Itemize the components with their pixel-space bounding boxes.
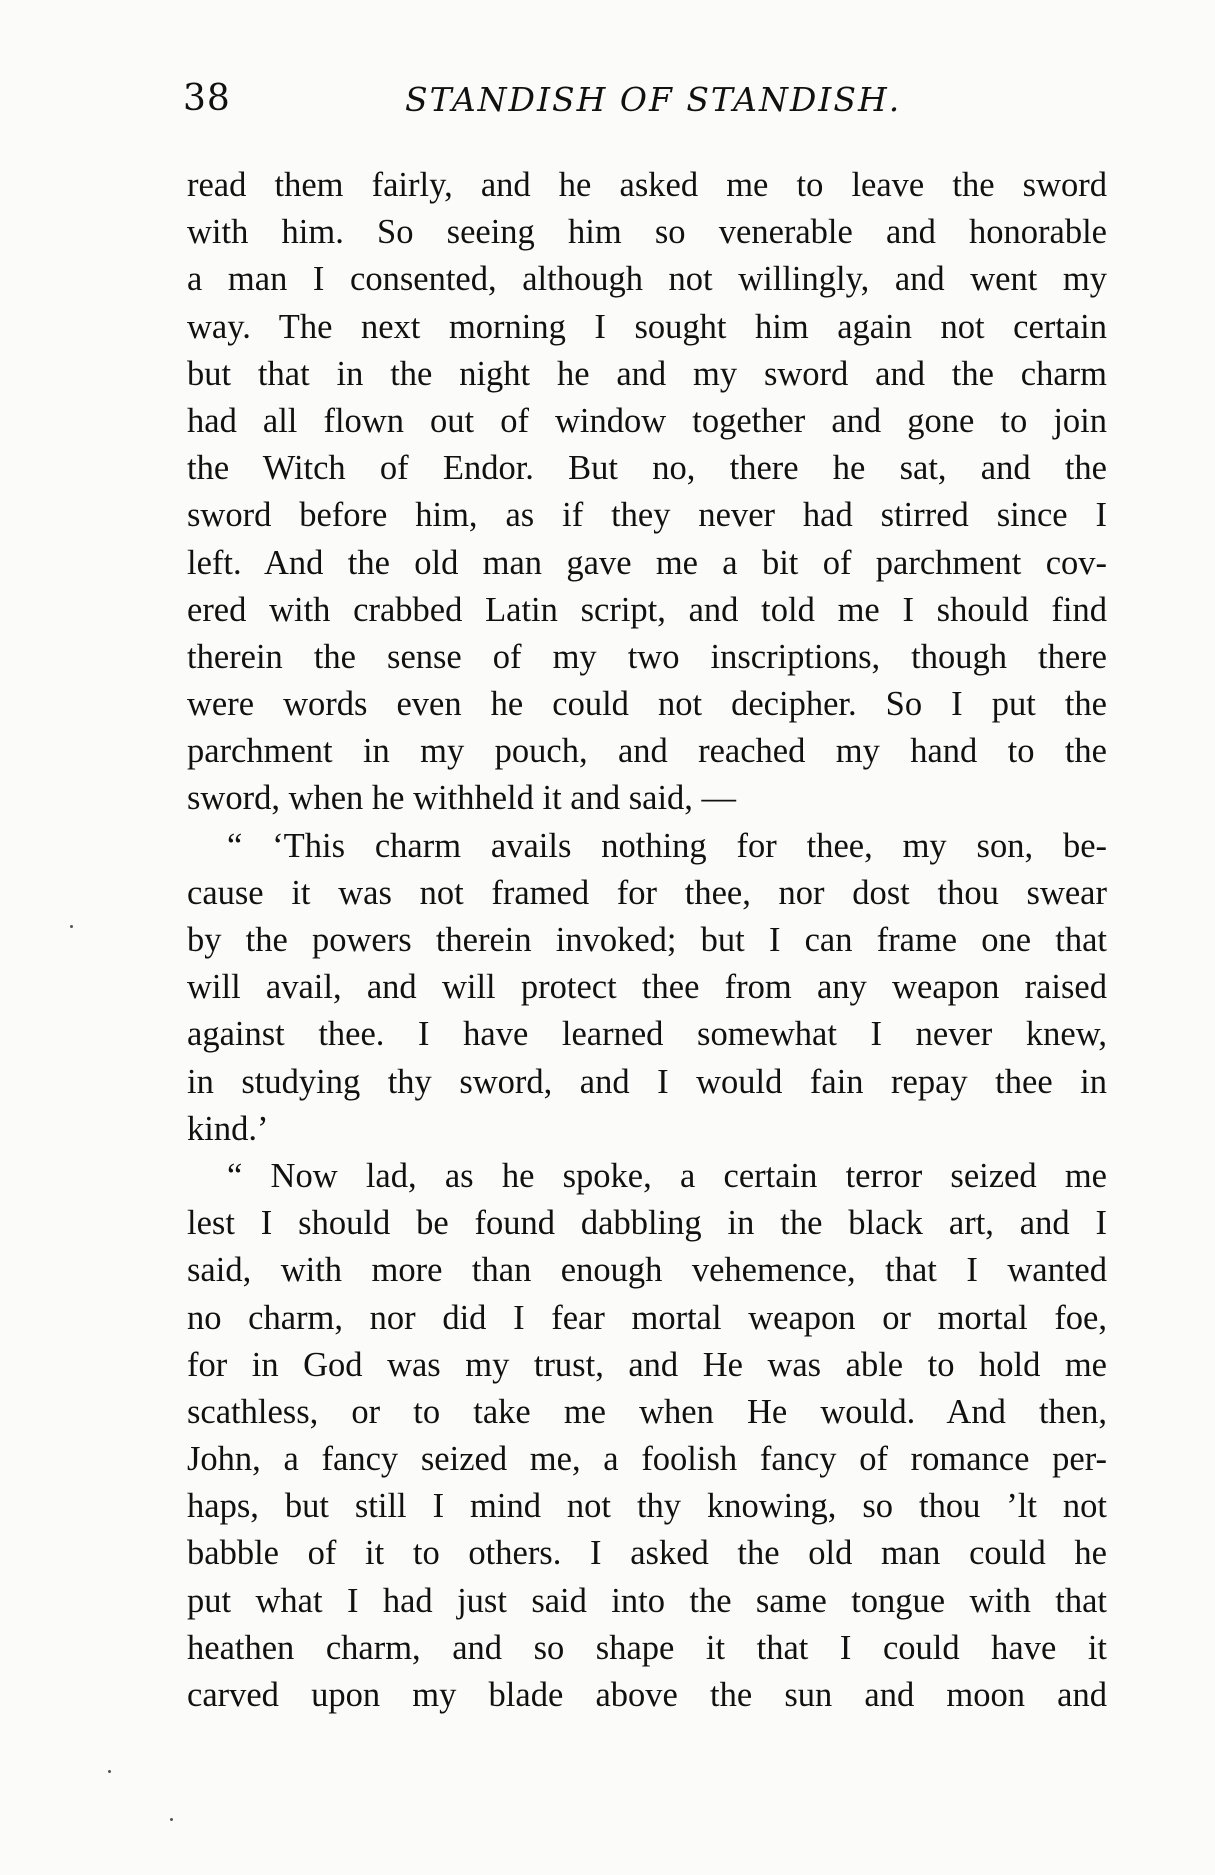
text-line: by the powers therein invoked; but I can frame one that bbox=[187, 921, 1107, 959]
text-line: with him. So seeing him so venerable and honorable bbox=[187, 213, 1107, 252]
text-line: sword before him, as if they never had stirred since I bbox=[187, 496, 1107, 535]
text-line: ered with crabbed Latin script, and told me I should find bbox=[187, 590, 1107, 629]
text-line: way. The next morning I sought him again not certain bbox=[187, 307, 1107, 346]
paper-speck bbox=[170, 1818, 173, 1821]
text-line: in studying thy sword, and I would fain repay thee in bbox=[187, 1062, 1107, 1101]
text-line: carved upon my blade above the sun and moon and bbox=[187, 1676, 1107, 1714]
text-line: read them fairly, and he asked me to leave the sword bbox=[187, 166, 1107, 204]
body-text bbox=[187, 162, 1107, 1719]
text-line: were words even he could not decipher. So I put the bbox=[187, 685, 1107, 724]
text-line: the Witch of Endor. But no, there he sat, and the bbox=[187, 449, 1107, 488]
text-line: had all flown out of window together and gone to join bbox=[187, 401, 1107, 440]
paper-speck bbox=[70, 925, 73, 928]
text-line: “ Now lad, as he spoke, a certain terror seized me bbox=[227, 1156, 1107, 1195]
text-line: but that in the night he and my sword and the charm bbox=[187, 354, 1107, 393]
running-title: STANDISH OF STANDISH. bbox=[405, 80, 902, 119]
text-line: left. And the old man gave me a bit of parchment cov- bbox=[187, 543, 1107, 582]
paper-speck bbox=[108, 1770, 111, 1773]
text-line: no charm, nor did I fear mortal weapon or mortal foe, bbox=[187, 1298, 1107, 1337]
page-header bbox=[183, 78, 1103, 128]
text-line: parchment in my pouch, and reached my hand to the bbox=[187, 732, 1107, 771]
text-line: for in God was my trust, and He was able to hold me bbox=[187, 1345, 1107, 1384]
text-line: said, with more than enough vehemence, that I wanted bbox=[187, 1251, 1107, 1290]
text-line: “ ‘This charm avails nothing for thee, my son, be- bbox=[227, 826, 1107, 865]
text-line: a man I consented, although not willingly, and went my bbox=[187, 260, 1107, 299]
page-number: 38 bbox=[183, 78, 231, 119]
text-line: babble of it to others. I asked the old man could he bbox=[187, 1534, 1107, 1573]
text-line: kind.’ bbox=[187, 1109, 269, 1148]
text-line: will avail, and will protect thee from any weapon raised bbox=[187, 968, 1107, 1007]
text-line: cause it was not framed for thee, nor dost thou swear bbox=[187, 873, 1107, 912]
text-line: therein the sense of my two inscriptions, though there bbox=[187, 637, 1107, 676]
text-line: against thee. I have learned somewhat I never knew, bbox=[187, 1015, 1107, 1054]
text-line: heathen charm, and so shape it that I could have it bbox=[187, 1628, 1107, 1667]
text-line: put what I had just said into the same tongue with that bbox=[187, 1581, 1107, 1620]
text-line: scathless, or to take me when He would. And then, bbox=[187, 1392, 1107, 1431]
text-line: lest I should be found dabbling in the black art, and I bbox=[187, 1204, 1107, 1243]
text-line: haps, but still I mind not thy knowing, so thou ’lt not bbox=[187, 1487, 1107, 1526]
text-line: John, a fancy seized me, a foolish fancy of romance per- bbox=[187, 1440, 1107, 1479]
text-line: sword, when he withheld it and said, — bbox=[187, 779, 737, 818]
